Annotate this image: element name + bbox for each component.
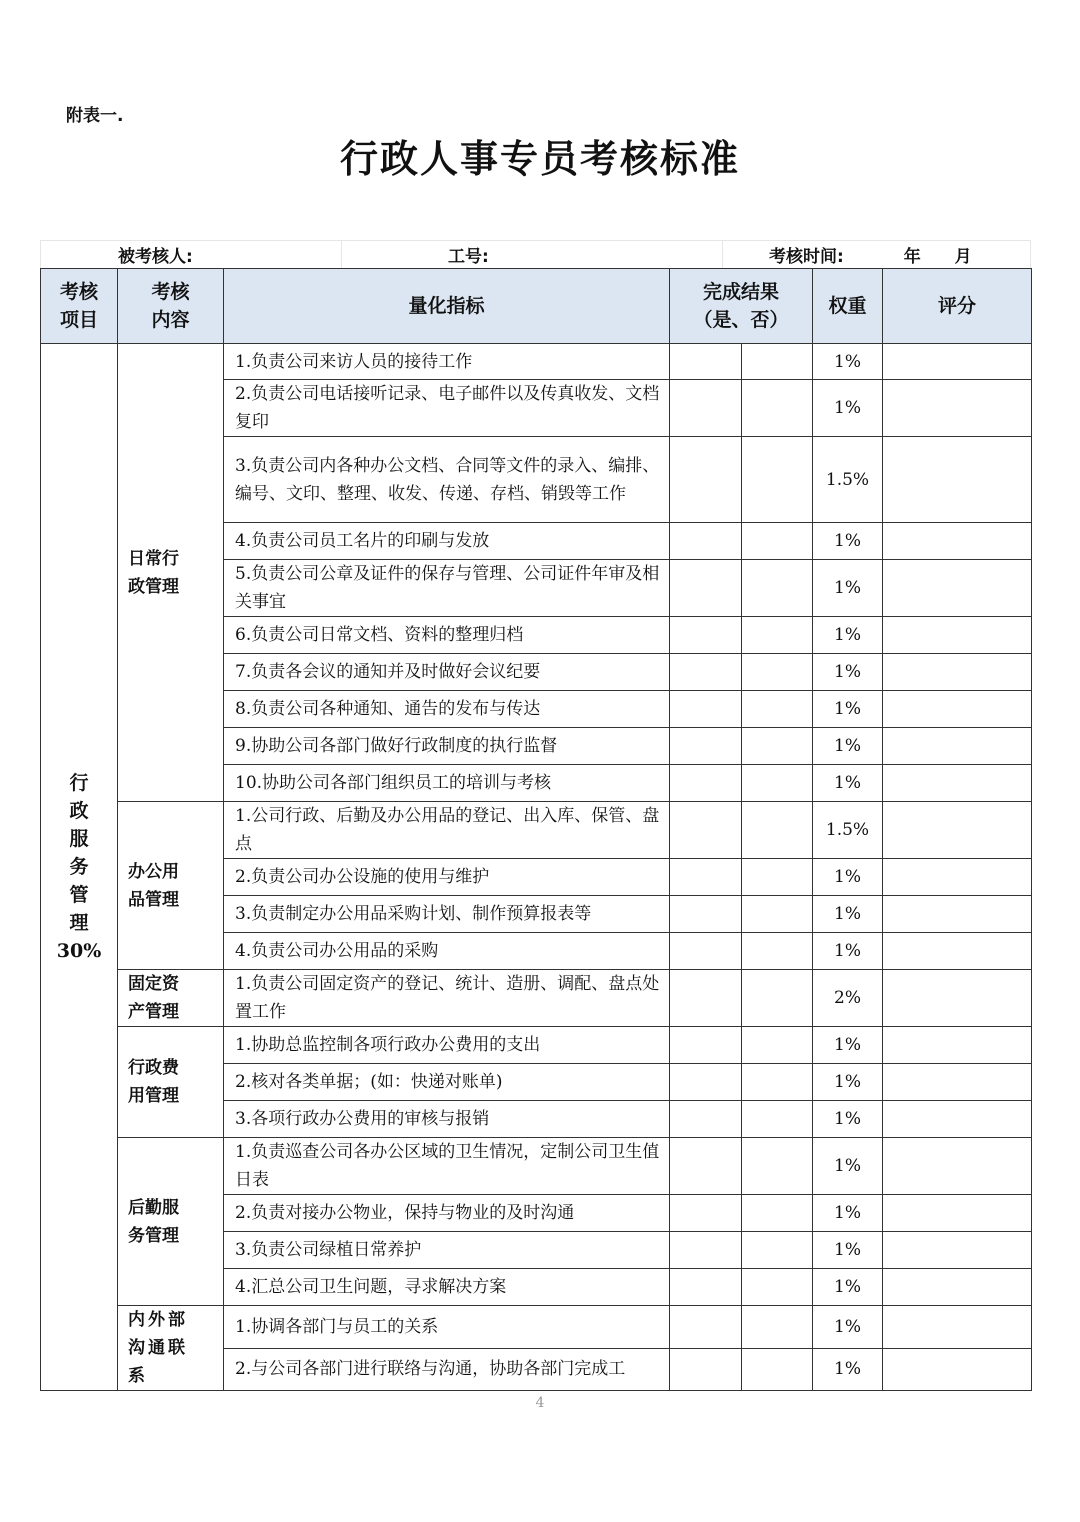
result-yes-cell[interactable] — [670, 896, 742, 933]
project-cell — [41, 344, 118, 1391]
weight-cell: 1% — [813, 1306, 883, 1349]
score-cell[interactable] — [883, 380, 1032, 437]
score-cell[interactable] — [883, 765, 1032, 802]
reviewee-label: 被考核人: — [118, 247, 193, 267]
result-no-cell[interactable] — [742, 344, 813, 380]
project-percent: 30% — [56, 940, 102, 962]
result-no-cell[interactable] — [742, 896, 813, 933]
project-name: 行政服务管理 — [69, 772, 89, 934]
review-time-cell[interactable] — [723, 241, 1031, 269]
result-yes-cell[interactable] — [670, 380, 742, 437]
result-yes-cell[interactable] — [670, 802, 742, 859]
result-yes-cell[interactable] — [670, 437, 742, 523]
score-cell[interactable] — [883, 1195, 1032, 1232]
result-yes-cell[interactable] — [670, 1348, 742, 1391]
result-yes-cell[interactable] — [670, 1306, 742, 1349]
indicator-cell: 3.负责公司绿植日常养护 — [224, 1232, 670, 1269]
weight-cell: 1% — [813, 523, 883, 560]
weight-cell: 1% — [813, 1232, 883, 1269]
indicator-cell: 2.负责对接办公物业，保持与物业的及时沟通 — [224, 1195, 670, 1232]
result-no-cell[interactable] — [742, 654, 813, 691]
score-cell[interactable] — [883, 1138, 1032, 1195]
result-yes-cell[interactable] — [670, 970, 742, 1027]
category-cell — [118, 1138, 224, 1306]
weight-cell: 1% — [813, 1101, 883, 1138]
info-row — [40, 240, 1031, 268]
result-yes-cell[interactable] — [670, 523, 742, 560]
result-yes-cell[interactable] — [670, 1232, 742, 1269]
score-cell[interactable] — [883, 654, 1032, 691]
indicator-cell: 3.负责制定办公用品采购计划、制作预算报表等 — [224, 896, 670, 933]
weight-cell: 1% — [813, 728, 883, 765]
year-label: 年 — [903, 247, 921, 267]
employee-id-label: 工号: — [448, 247, 489, 267]
result-no-cell[interactable] — [742, 380, 813, 437]
table-row — [41, 344, 1032, 380]
score-cell[interactable] — [883, 1064, 1032, 1101]
result-yes-cell[interactable] — [670, 1101, 742, 1138]
indicator-cell: 1.负责公司来访人员的接待工作 — [224, 344, 670, 380]
header-weight: 权重 — [813, 269, 883, 344]
weight-cell: 1.5% — [813, 802, 883, 859]
result-yes-cell[interactable] — [670, 344, 742, 380]
result-no-cell[interactable] — [742, 765, 813, 802]
indicator-cell: 8.负责公司各种通知、通告的发布与传达 — [224, 691, 670, 728]
result-yes-cell[interactable] — [670, 654, 742, 691]
result-no-cell[interactable] — [742, 617, 813, 654]
employee-id-cell[interactable] — [342, 241, 723, 269]
header-project: 考核项目 — [41, 269, 118, 344]
score-cell[interactable] — [883, 896, 1032, 933]
result-yes-cell[interactable] — [670, 1138, 742, 1195]
indicator-cell: 1.公司行政、后勤及办公用品的登记、出入库、保管、盘点 — [224, 802, 670, 859]
result-no-cell[interactable] — [742, 560, 813, 617]
weight-cell: 1% — [813, 1269, 883, 1306]
indicator-cell: 1.负责公司固定资产的登记、统计、造册、调配、盘点处置工作 — [224, 970, 670, 1027]
category-name: 内外部沟通联系 — [128, 1310, 188, 1386]
indicator-cell: 1.负责巡查公司各办公区域的卫生情况，定制公司卫生值日表 — [224, 1138, 670, 1195]
indicator-cell: 9.协助公司各部门做好行政制度的执行监督 — [224, 728, 670, 765]
weight-cell: 1% — [813, 859, 883, 896]
weight-cell: 1% — [813, 1195, 883, 1232]
result-no-cell[interactable] — [742, 1064, 813, 1101]
result-yes-cell[interactable] — [670, 859, 742, 896]
indicator-cell: 6.负责公司日常文档、资料的整理归档 — [224, 617, 670, 654]
weight-cell: 1% — [813, 1027, 883, 1064]
weight-cell: 1% — [813, 765, 883, 802]
indicator-cell: 4.汇总公司卫生问题，寻求解决方案 — [224, 1269, 670, 1306]
table-row — [41, 802, 1032, 859]
category-name: 固定资产管理 — [128, 974, 179, 1022]
result-no-cell[interactable] — [742, 1232, 813, 1269]
category-cell — [118, 1306, 224, 1391]
result-no-cell[interactable] — [742, 1027, 813, 1064]
category-cell — [118, 344, 224, 802]
score-cell[interactable] — [883, 933, 1032, 970]
reviewee-cell[interactable] — [41, 241, 342, 269]
result-yes-cell[interactable] — [670, 728, 742, 765]
result-yes-cell[interactable] — [670, 691, 742, 728]
score-cell[interactable] — [883, 523, 1032, 560]
result-no-cell[interactable] — [742, 970, 813, 1027]
review-time-label: 考核时间: — [769, 247, 844, 267]
indicator-cell: 1.协调各部门与员工的关系 — [224, 1306, 670, 1349]
result-no-cell[interactable] — [742, 1101, 813, 1138]
indicator-cell: 4.负责公司办公用品的采购 — [224, 933, 670, 970]
score-cell[interactable] — [883, 728, 1032, 765]
indicator-cell: 2.负责公司电话接听记录、电子邮件以及传真收发、文档复印 — [224, 380, 670, 437]
indicator-cell: 3.各项行政办公费用的审核与报销 — [224, 1101, 670, 1138]
result-no-cell[interactable] — [742, 1138, 813, 1195]
table-row — [41, 1027, 1032, 1064]
category-name: 办公用品管理 — [128, 861, 179, 910]
table-row — [41, 970, 1032, 1027]
category-cell — [118, 802, 224, 970]
result-yes-cell[interactable] — [670, 933, 742, 970]
score-cell[interactable] — [883, 560, 1032, 617]
header-score: 评分 — [883, 269, 1032, 344]
category-cell — [118, 1027, 224, 1138]
indicator-cell: 2.核对各类单据；(如：快递对账单) — [224, 1064, 670, 1101]
score-cell[interactable] — [883, 1232, 1032, 1269]
result-yes-cell[interactable] — [670, 560, 742, 617]
result-no-cell[interactable] — [742, 1348, 813, 1391]
score-cell[interactable] — [883, 1101, 1032, 1138]
result-no-cell[interactable] — [742, 1269, 813, 1306]
indicator-cell: 2.负责公司办公设施的使用与维护 — [224, 859, 670, 896]
annex-label: 附表一. — [66, 106, 124, 126]
result-no-cell[interactable] — [742, 802, 813, 859]
result-yes-cell[interactable] — [670, 1269, 742, 1306]
score-cell[interactable] — [883, 970, 1032, 1027]
result-no-cell[interactable] — [742, 728, 813, 765]
indicator-cell: 1.协助总监控制各项行政办公费用的支出 — [224, 1027, 670, 1064]
page-title: 行政人事专员考核标准 — [339, 137, 740, 181]
weight-cell: 1% — [813, 933, 883, 970]
header-row — [41, 269, 1032, 344]
page-number: 4 — [535, 1395, 545, 1411]
table-row — [41, 1138, 1032, 1195]
weight-cell: 2% — [813, 970, 883, 1027]
weight-cell: 1% — [813, 654, 883, 691]
header-content: 考核内容 — [118, 269, 224, 344]
result-no-cell[interactable] — [742, 859, 813, 896]
indicator-cell: 5.负责公司公章及证件的保存与管理、公司证件年审及相关事宜 — [224, 560, 670, 617]
indicator-cell: 4.负责公司员工名片的印刷与发放 — [224, 523, 670, 560]
category-name: 行政费用管理 — [128, 1058, 179, 1106]
result-no-cell[interactable] — [742, 437, 813, 523]
header-indicator: 量化指标 — [224, 269, 670, 344]
result-yes-cell[interactable] — [670, 1195, 742, 1232]
score-cell[interactable] — [883, 1269, 1032, 1306]
result-no-cell[interactable] — [742, 933, 813, 970]
score-cell[interactable] — [883, 802, 1032, 859]
score-cell[interactable] — [883, 437, 1032, 523]
indicator-cell: 7.负责各会议的通知并及时做好会议纪要 — [224, 654, 670, 691]
result-no-cell[interactable] — [742, 691, 813, 728]
score-cell[interactable] — [883, 617, 1032, 654]
weight-cell: 1% — [813, 691, 883, 728]
result-yes-cell[interactable] — [670, 1064, 742, 1101]
indicator-cell: 10.协助公司各部门组织员工的培训与考核 — [224, 765, 670, 802]
result-no-cell[interactable] — [742, 523, 813, 560]
assessment-table — [40, 268, 1032, 1391]
weight-cell: 1% — [813, 344, 883, 380]
score-cell[interactable] — [883, 344, 1032, 380]
result-yes-cell[interactable] — [670, 1027, 742, 1064]
weight-cell: 1% — [813, 1138, 883, 1195]
result-no-cell[interactable] — [742, 1306, 813, 1349]
month-label: 月 — [954, 247, 972, 267]
weight-cell: 1% — [813, 380, 883, 437]
result-yes-cell[interactable] — [670, 765, 742, 802]
score-cell[interactable] — [883, 691, 1032, 728]
indicator-cell: 2.与公司各部门进行联络与沟通，协助各部门完成工 — [224, 1348, 670, 1391]
table-row — [41, 1306, 1032, 1349]
score-cell[interactable] — [883, 1306, 1032, 1349]
weight-cell: 1% — [813, 1064, 883, 1101]
weight-cell: 1.5% — [813, 437, 883, 523]
score-cell[interactable] — [883, 859, 1032, 896]
category-name: 日常行政管理 — [128, 548, 179, 597]
result-yes-cell[interactable] — [670, 617, 742, 654]
indicator-cell: 3.负责公司内各种办公文档、合同等文件的录入、编排、编号、文印、整理、收发、传递、存档、销毁等工作 — [224, 437, 670, 523]
score-cell[interactable] — [883, 1027, 1032, 1064]
category-name: 后勤服务管理 — [128, 1197, 179, 1246]
category-cell — [118, 970, 224, 1027]
weight-cell: 1% — [813, 896, 883, 933]
weight-cell: 1% — [813, 560, 883, 617]
result-no-cell[interactable] — [742, 1195, 813, 1232]
header-result: 完成结果（是、否） — [670, 269, 813, 344]
weight-cell: 1% — [813, 617, 883, 654]
weight-cell: 1% — [813, 1348, 883, 1391]
score-cell[interactable] — [883, 1348, 1032, 1391]
